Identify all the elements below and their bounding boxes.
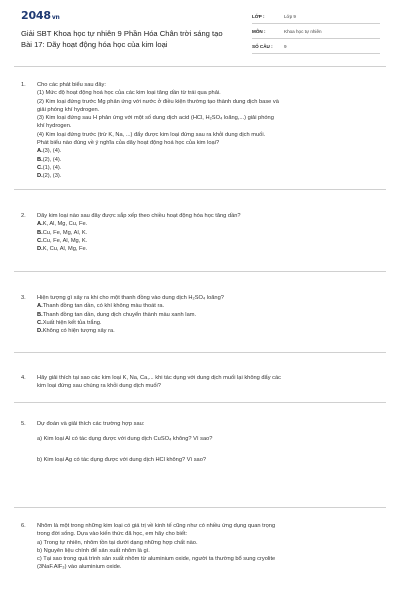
option-d[interactable]: D.Không có hiện tượng xảy ra.	[37, 328, 115, 335]
option-b[interactable]: B.Thanh đồng tan dần, dung dịch chuyển thành màu xanh lam.	[37, 311, 197, 318]
option-c[interactable]: C.(1), (4).	[37, 164, 62, 171]
option-c[interactable]: C.Cu, Fe, Al, Mg, K.	[37, 237, 88, 244]
option-d[interactable]: D.(2), (3).	[37, 173, 62, 180]
meta-count: SỐ CÂU : 9	[252, 40, 380, 54]
option-d[interactable]: D.K, Cu, Al, Mg, Fe.	[37, 246, 88, 253]
page-subtitle: Bài 17: Dãy hoạt động hóa học của kim loại	[21, 40, 168, 49]
divider	[14, 271, 386, 272]
option-b[interactable]: B.Cu, Fe, Mg, Al, K.	[37, 229, 88, 236]
meta-class: LỚP : Lớp 9	[252, 10, 380, 24]
option-a[interactable]: A.(3), (4).	[37, 148, 62, 155]
meta-subject: MÔN : Khoa học tự nhiên	[252, 25, 380, 39]
option-a[interactable]: A.Thanh đồng tan dần, có khí không màu thoát ra.	[37, 303, 165, 310]
divider	[14, 352, 386, 353]
divider	[14, 66, 386, 67]
divider	[14, 402, 386, 403]
divider	[14, 189, 386, 190]
site-logo[interactable]: 2048vn	[21, 9, 60, 22]
document-page: 2048vn Giải SBT Khoa học tự nhiên 9 Phần Hóa Chân trời sáng tạo Bài 17: Dãy hoạt động hóa học của kim loại LỚP : Lớp 9 MÔN : Khoa học tự nhiên SỐ CÂU : 9 1. Cho các phát biểu sau đây: (1) Mức độ hoạt động hoá học của các kim loại tăng dần từ trái qua phải. (2) Kim loại đứng trước Mg phản ứng với nước ở điều kiện thường tạo thành dung dịch base và giải phóng khí hydrogen. (3) Kim loại đứng sau H phản ứng với một số dung dịch acid (HCl, H₂SO₄ loãng,...) giải phóng khí hydrogen. (4) Kim loại đứng trước (trừ K, Na, ...) đẩy được kim loại đứng sau ra khỏi dung dịch muối. Phát biểu nào đúng về ý nghĩa của dãy hoạt động hoá học của kim loại? A.(3), (4). B.(2), (4). C.(1), (4). D.(2), (3). 2. Dãy kim loại nào sau đây được sắp xếp theo chiều hoạt động hóa học tăng dần? A.K, Al, Mg, Cu, Fe. B.Cu, Fe, Mg, Al, K. C.Cu, Fe, Al, Mg, K. D.K, Cu, Al, Mg, Fe. 3. Hiện tượng gì xảy ra khi cho một thanh đồng vào dung dịch H₂SO₄ loãng? A.Thanh đồng tan dần, có khí không màu thoát ra. B.Thanh đồng tan dần, dung dịch chuyển thành màu xanh lam. C.Xuất hiện kết tủa trắng. D.Không có hiện tượng xảy ra. 4. Hãy giải thích tại sao các kim loại K, Na, Ca,... khi tác dụng với dung dịch muối lại không đẩy các kim loại đứng sau chúng ra khỏi dung dịch muối? 5. Dự đoán và giải thích các trường hợp sau: a) Kim loại Al có tác dụng được với dung dịch CuSO₄ không? Vì sao? b) Kim loại Ag có tác dụng được với dung dịch HCl không? Vì sao? 6. Nhôm là một trong những kim loại có giá trị về kinh tế cũng như có nhiều ứng dụng quan trọng trong đời sống. Dựa vào kiến thức đã học, em hãy cho biết: a) Trong tự nhiên, nhôm tồn tại dưới dạng những hợp chất nào. b) Nguyên liệu chính để sản xuất nhôm là gì. c) Tại sao trong quá trình sản xuất nhôm từ aluminium oxide, người ta thường bổ sung cryolite (3NaF.AlF₃) vào aluminium oxide.	[0, 0, 400, 600]
option-c[interactable]: C.Xuất hiện kết tủa trắng.	[37, 319, 102, 326]
option-b[interactable]: B.(2), (4).	[37, 156, 62, 163]
page-title: Giải SBT Khoa học tự nhiên 9 Phần Hóa Chân trời sáng tạo	[21, 29, 223, 38]
divider	[14, 507, 386, 508]
header	[0, 0, 400, 62]
option-a[interactable]: A.K, Al, Mg, Cu, Fe.	[37, 221, 88, 228]
